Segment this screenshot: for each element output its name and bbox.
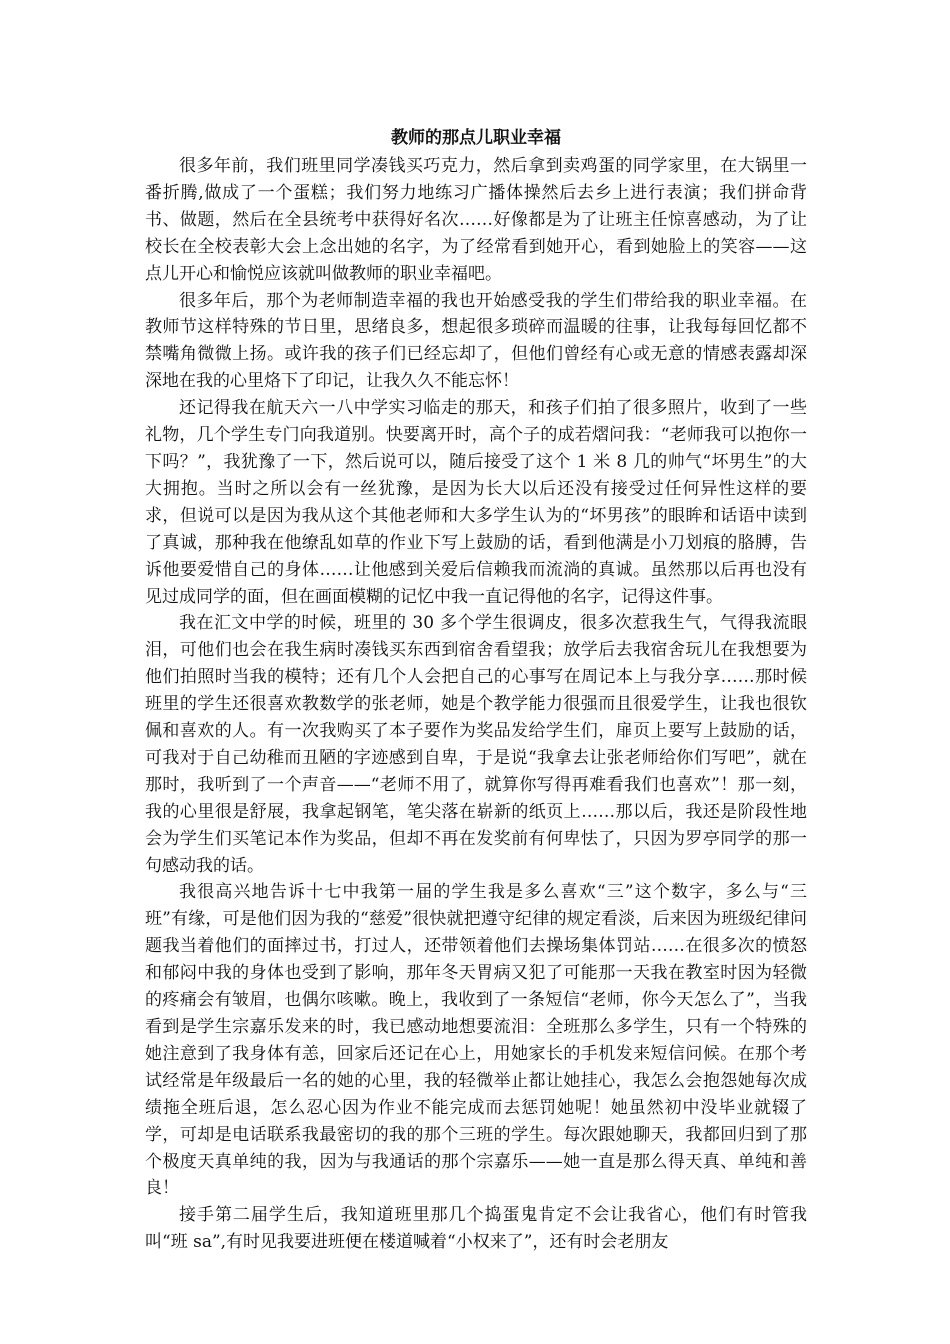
paragraph-3: 还记得我在航天六一八中学实习临走的那天，和孩子们拍了很多照片，收到了一些礼物，几个学生专门向我道别。快要离开时，高个子的成若熠问我：“老师我可以抱你一下吗？”，我犹豫了一下，然后说可以，随后接受了这个 1 米 8 几的帅气“坏男生”的大大拥抱。当时之所以会有一丝犹豫，是因为长大以后还没有接受过任何异性这样的要求，但说可以是因为我从这个其他老师和大多学生认为的“坏男孩”的眼眸和话语中读到了真诚，那种我在他缭乱如草的作业下写上鼓励的话，看到他满是小刀划痕的胳膊，告诉他要爱惜自己的身体……让他感到关爱后信赖我而流淌的真诚。虽然那以后再也没有见过成同学的面，但在画面模糊的记忆中我一直记得他的名字，记得这件事。 [145,398,807,607]
paragraph-5: 我很高兴地告诉十七中我第一届的学生我是多么喜欢“三”这个数字，多么与“三班”有缘，可是他们因为我的“慈爱”很快就把遵守纪律的规定看淡，后来因为班级纪律问题我当着他们的面摔过书，打过人，还带领着他们去操场集体罚站……在很多次的愤怒和郁闷中我的身体也受到了影响，那年冬天胃病又犯了可能那一天我在教室时因为轻微的疼痛会有皱眉，也偶尔咳嗽。晚上，我收到了一条短信“老师，你今天怎么了”，当我看到是学生宗嘉乐发来的时，我已感动地想要流泪：全班那么多学生，只有一个特殊的她注意到了我身体有恙，回家后还记在心上，用她家长的手机发来短信问候。在那个考试经常是年级最后一名的她的心里，我的轻微举止都让她挂心，我怎么会抱怨她每次成绩拖全班后退，怎么忍心因为作业不能完成而去惩罚她呢！她虽然初中没毕业就辍了学，可却是电话联系我最密切的我的那个三班的学生。每次跟她聊天，我都回归到了那个极度天真单纯的我，因为与我通话的那个宗嘉乐——她一直是那么得天真、单纯和善良！ [145,882,807,1199]
paragraph-4: 我在汇文中学的时候，班里的 30 多个学生很调皮，很多次惹我生气，气得我流眼泪，可他们也会在我生病时凑钱买东西到宿舍看望我；放学后去我宿舍玩儿在我想要为他们拍照时当我的模特；还有几个人会把自己的心事写在周记本上与我分享……那时候班里的学生还很喜欢教数学的张老师，她是个教学能力很强而且很爱学生，让我也很钦佩和喜欢的人。有一次我购买了本子要作为奖品发给学生们，扉页上要写上鼓励的话，可我对于自己幼稚而丑陋的字迹感到自卑，于是说“我拿去让张老师给你们写吧”，就在那时，我听到了一个声音——“老师不用了，就算你写得再难看我们也喜欢”！那一刻，我的心里很是舒展，我拿起钢笔，笔尖落在崭新的纸页上……那以后，我还是阶段性地会为学生们买笔记本作为奖品，但却不再在发奖前有何卑怯了，只因为罗亭同学的那一句感动我的话。 [145,613,807,876]
paragraph-1: 很多年前，我们班里同学凑钱买巧克力，然后拿到卖鸡蛋的同学家里，在大锅里一番折腾,做成了一个蛋糕；我们努力地练习广播体操然后去乡上进行表演；我们拼命背书、做题，然后在全县统考中获得好名次……好像都是为了让班主任惊喜感动，为了让校长在全校表彰大会上念出她的名字，为了经常看到她开心，看到她脸上的笑容——这点儿开心和愉悦应该就叫做教师的职业幸福吧。 [145,156,807,284]
document-title: 教师的那点儿职业幸福 [391,128,561,148]
paragraph-2: 很多年后，那个为老师制造幸福的我也开始感受我的学生们带给我的职业幸福。在教师节这样特殊的节日里，思绪良多，想起很多琐碎而温暖的往事，让我每每回忆都不禁嘴角微微上扬。或许我的孩子们已经忘却了，但他们曾经有心或无意的情感表露却深深地在我的心里烙下了印记，让我久久不能忘怀！ [145,290,807,392]
paragraph-6: 接手第二届学生后，我知道班里那几个捣蛋鬼肯定不会让我省心，他们有时管我叫“班 sa”,有时见我要进班便在楼道喊着“小权来了”，还有时会老朋友 [145,1205,807,1253]
document-page [145,123,807,1256]
